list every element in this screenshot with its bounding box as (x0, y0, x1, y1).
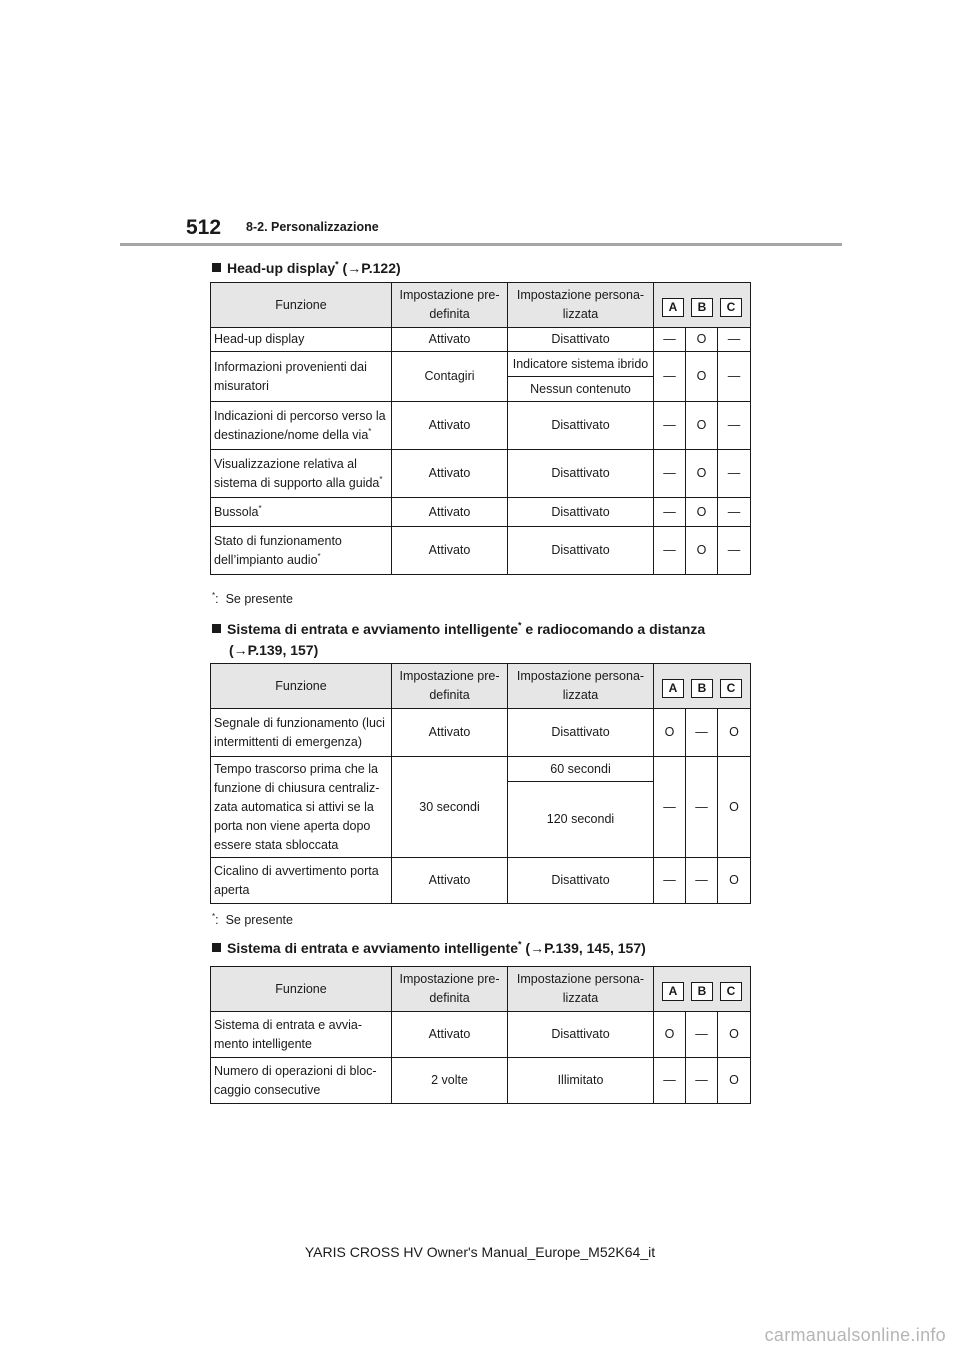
col-abc (654, 664, 751, 709)
table-row: 120 secondi (211, 782, 751, 858)
settings-table-head-up-display (210, 282, 751, 575)
table-row: Segnale di funzionamento (luci intermittenti di emergenza) Attivato Disattivato O — O (211, 709, 751, 757)
table-row: Informazioni provenienti dai misuratori Contagiri Indicatore sistema ibrido — O — (211, 352, 751, 377)
col-abc (654, 283, 751, 328)
col-funzione: Funzione (211, 967, 392, 1012)
label-c: C (720, 298, 742, 317)
footer-manual-title: YARIS CROSS HV Owner's Manual_Europe_M52K64_it (304, 1244, 656, 1260)
label-a: A (662, 298, 684, 317)
page-number: 512 (186, 216, 222, 239)
label-c: C (720, 982, 742, 1001)
table-header-row (211, 283, 751, 328)
table-row: Head-up display Attivato Disattivato — O — (211, 328, 751, 352)
table-row: Nessun contenuto (211, 377, 751, 402)
table-row: Visualizzazione relativa al sistema di supporto alla guida* Attivato Disattivato — O — (211, 450, 751, 498)
section-title-smart-entry-remote: Sistema di entrata e avviamento intelligente* e radiocomando a distanza (→P.139, 157) (212, 619, 705, 661)
col-funzione: Funzione (211, 283, 392, 328)
table-row: Bussola* Attivato Disattivato — O — (211, 498, 751, 527)
footnote: *: Se presente (212, 912, 293, 928)
label-c: C (720, 679, 742, 698)
col-default-setting: Impostazione pre- definita (392, 664, 508, 709)
col-custom-setting: Impostazione persona- lizzata (508, 283, 654, 328)
col-custom-setting: Impostazione persona- lizzata (508, 967, 654, 1012)
header-divider (120, 243, 842, 246)
bullet-square-icon (212, 943, 221, 952)
footnote: *: Se presente (212, 591, 293, 607)
table-row: Numero di operazioni di bloc- caggio consecutive 2 volte Illimitato — — O (211, 1058, 751, 1104)
bullet-square-icon (212, 263, 221, 272)
settings-table-smart-entry-remote (210, 663, 751, 904)
col-abc (654, 967, 751, 1012)
section-title-smart-entry: Sistema di entrata e avviamento intelligente* (→P.139, 145, 157) (212, 938, 646, 959)
section-title-head-up-display: Head-up display* (→P.122) (212, 258, 401, 279)
label-b: B (691, 298, 713, 317)
table-row: Tempo trascorso prima che la funzione di chiusura centraliz- zata automatica si attivi se la porta non viene aperta dopo essere stata sbloccata 30 secondi 60 secondi — — O (211, 757, 751, 782)
col-default-setting: Impostazione pre- definita (392, 283, 508, 328)
table-row: Stato di funzionamento dell’impianto audio* Attivato Disattivato — O — (211, 527, 751, 575)
label-b: B (691, 679, 713, 698)
table-row: Sistema di entrata e avvia- mento intelligente Attivato Disattivato O — O (211, 1012, 751, 1058)
table-row: Indicazioni di percorso verso la destinazione/nome della via* Attivato Disattivato — O — (211, 402, 751, 450)
chapter-title: 8-2. Personalizzazione (246, 220, 379, 234)
col-default-setting: Impostazione pre- definita (392, 967, 508, 1012)
table-header-row (211, 664, 751, 709)
watermark: carmanualsonline.info (764, 1325, 946, 1345)
table-row: Cicalino di avvertimento porta aperta Attivato Disattivato — — O (211, 858, 751, 904)
bullet-square-icon (212, 624, 221, 633)
col-funzione: Funzione (211, 664, 392, 709)
label-b: B (691, 982, 713, 1001)
settings-table-smart-entry (210, 966, 751, 1104)
col-custom-setting: Impostazione persona- lizzata (508, 664, 654, 709)
label-a: A (662, 982, 684, 1001)
table-header-row (211, 967, 751, 1012)
label-a: A (662, 679, 684, 698)
